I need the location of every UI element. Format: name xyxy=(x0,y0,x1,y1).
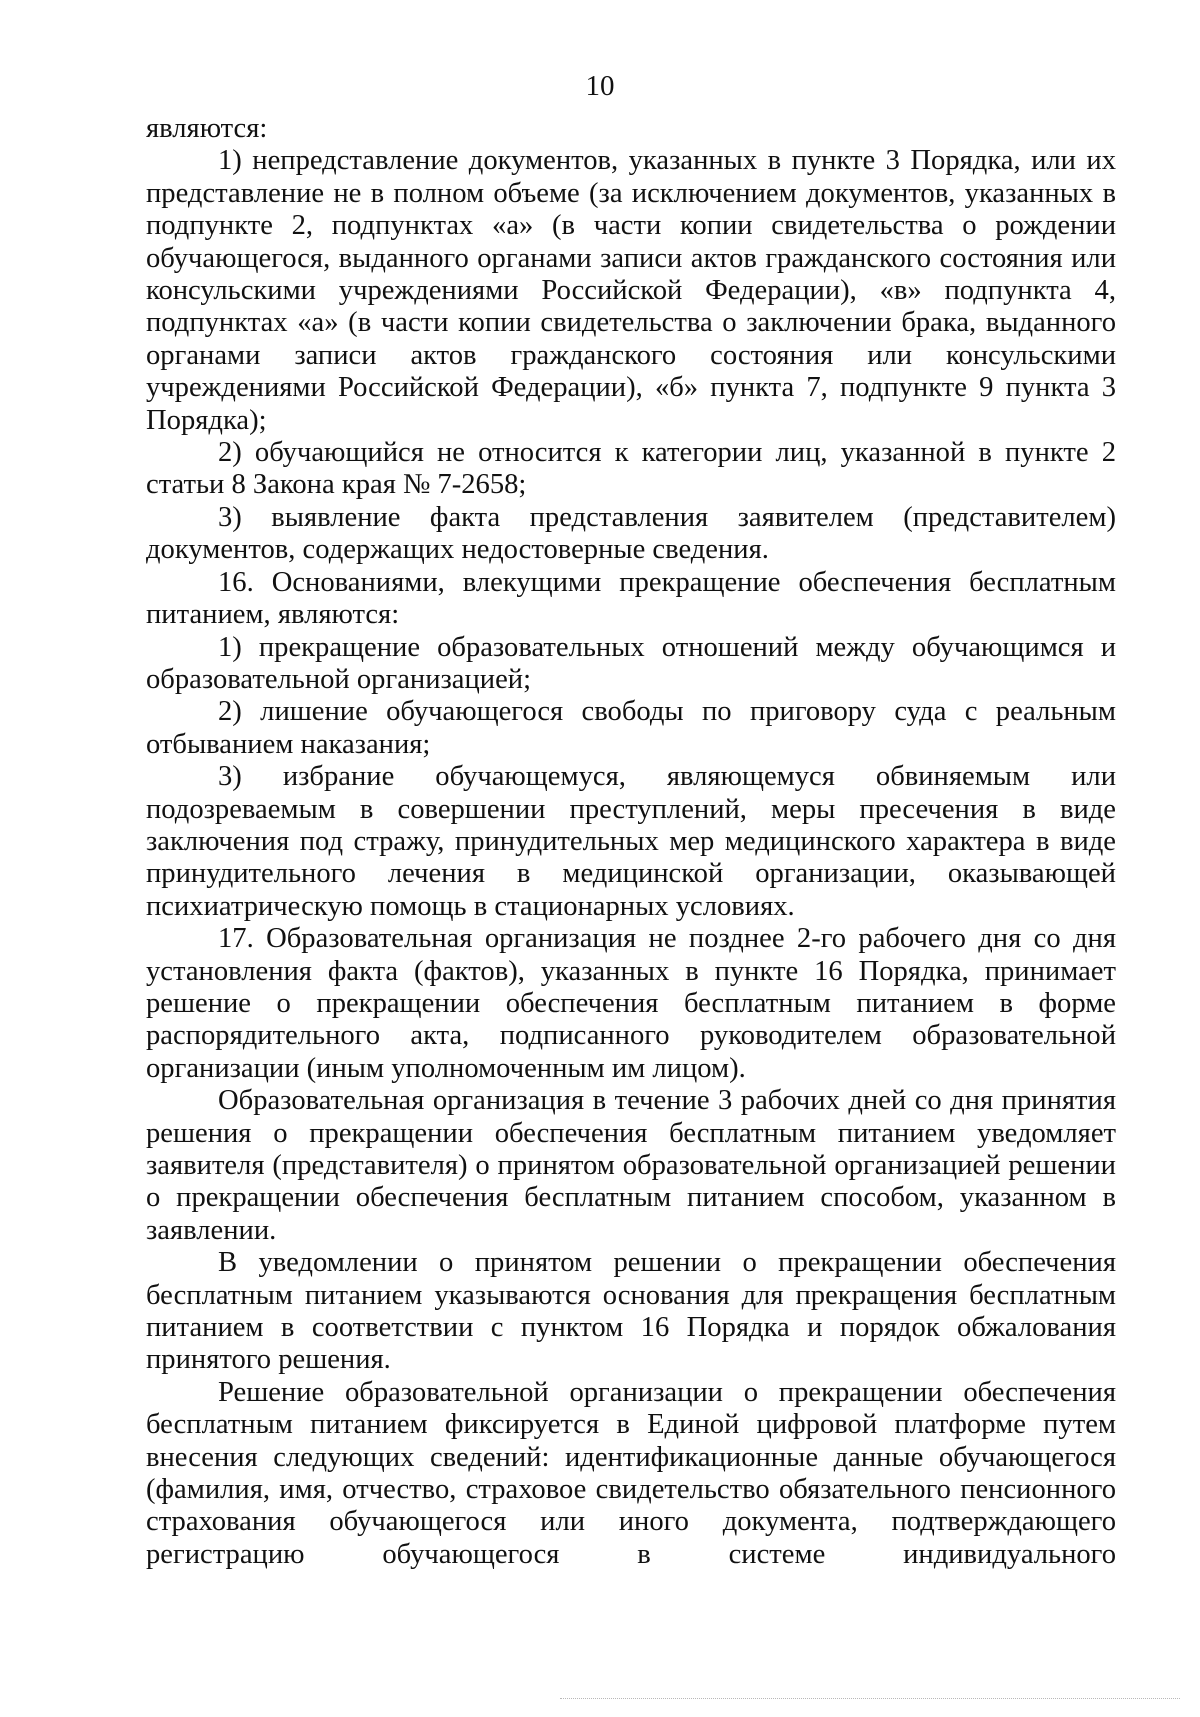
paragraph-item-1-missing-documents: 1) непредставление документов, указанных в пункте 3 Порядка, или их представление не в полном объеме (за исключением документов, указанных в подпункте 2, подпунктах «а» (в части копии свидетельства о рождении обучающегося, выданного органами записи актов гражданского состояния или консульскими учреждениями Российской Федерации), «в» подпункта 4, подпунктах «а» (в части копии свидетельства о заключении брака, выданного органами записи актов гражданского состояния или консульскими учреждениями Российской Федерации), «б» пункта 7, подпункте 9 пункта 3 Порядка); xyxy=(146,145,1116,436)
scan-edge-artifact xyxy=(560,1698,1180,1699)
paragraph-section-16-item-2: 2) лишение обучающегося свободы по приговору суда с реальным отбыванием наказания; xyxy=(146,696,1116,760)
page-number: 10 xyxy=(585,70,615,102)
paragraph-notification-content: В уведомлении о принятом решении о прекращении обеспечения бесплатным питанием указываются основания для прекращения бесплатным питанием в соответствии с пунктом 16 Порядка и порядок обжалования принятого решения. xyxy=(146,1247,1116,1376)
paragraph-section-16: 16. Основаниями, влекущими прекращение обеспечения бесплатным питанием, являются: xyxy=(146,566,1116,631)
paragraph-section-16-item-1: 1) прекращение образовательных отношений между обучающимся и образовательной организацией; xyxy=(146,631,1116,695)
document-body xyxy=(146,113,1116,1571)
paragraph-intro-continuation: являются: xyxy=(146,113,268,144)
paragraph-item-3-false-information: 3) выявление факта представления заявителем (представителем) документов, содержащих недостоверные сведения. xyxy=(146,501,1116,566)
paragraph-section-17: 17. Образовательная организация не позднее 2-го рабочего дня со дня установления факта (фактов), указанных в пункте 16 Порядка, принимает решение о прекращении обеспечения бесплатным питанием в форме распорядительного акта, подписанного руководителем образовательной организации (иным уполномоченным им лицом). xyxy=(146,923,1116,1084)
paragraph-notification-deadline: Образовательная организация в течение 3 рабочих дней со дня принятия решения о прекращении обеспечения бесплатным питанием уведомляет заявителя (представителя) о принятом образовательной организацией решении о прекращении обеспечения бесплатным питанием способом, указанном в заявлении. xyxy=(146,1085,1116,1246)
paragraph-platform-record: Решение образовательной организации о прекращении обеспечения бесплатным питанием фиксируется в Единой цифровой платформе путем внесения следующих сведений: идентификационные данные обучающегося (фамилия, имя, отчество, страховое свидетельство обязательного пенсионного страхования обучающегося или иного документа, подтверждающего регистрацию обучающегося в системе индивидуального xyxy=(146,1376,1116,1570)
paragraph-section-16-item-3: 3) избрание обучающемуся, являющемуся обвиняемым или подозреваемым в совершении преступлений, меры пресечения в виде заключения под стражу, принудительных мер медицинского характера в виде принудительного лечения в медицинской организации, оказывающей психиатрическую помощь в стационарных условиях. xyxy=(146,761,1116,922)
paragraph-item-2-not-eligible: 2) обучающийся не относится к категории лиц, указанной в пункте 2 статьи 8 Закона края № 7-2658; xyxy=(146,437,1116,501)
